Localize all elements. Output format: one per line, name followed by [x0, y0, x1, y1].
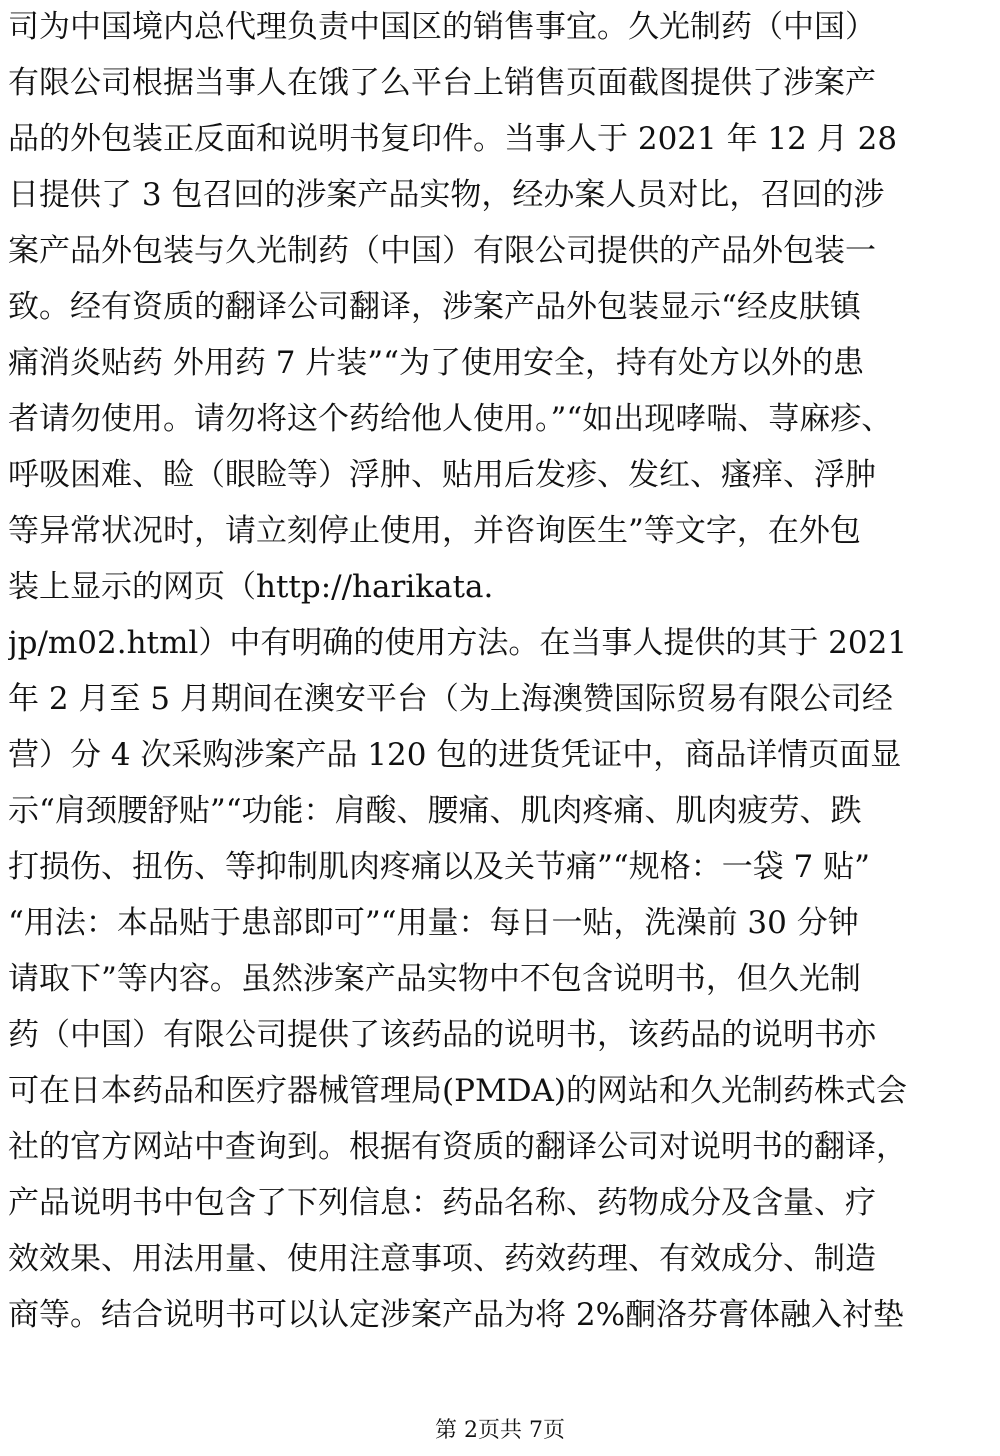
text-line: 等异常状况时，请立刻停止使用，并咨询医生”等文字，在外包	[8, 513, 861, 549]
text-line: 痛消炎贴药 外用药 7 片装”“为了使用安全，持有处方以外的患	[8, 345, 864, 381]
text-line: 致。经有资质的翻译公司翻译，涉案产品外包装显示“经皮肤镇	[8, 289, 861, 325]
text-line: 打损伤、扭伤、等抑制肌肉疼痛以及关节痛”“规格：一袋 7 贴”	[8, 849, 870, 885]
text-line: 可在日本药品和医疗器械管理局(PMDA)的网站和久光制药株式会	[8, 1073, 908, 1109]
text-line: 品的外包装正反面和说明书复印件。当事人于 2021 年 12 月 28	[8, 121, 898, 157]
page-number-footer: 第 2页共 7页	[435, 1418, 565, 1443]
text-line: 商等。结合说明书可以认定涉案产品为将 2%酮洛芬膏体融入衬垫	[8, 1297, 905, 1333]
text-line: “用法：本品贴于患部即可”“用量：每日一贴，洗澡前 30 分钟	[8, 905, 859, 941]
text-line: 效效果、用法用量、使用注意事项、药效药理、有效成分、制造	[8, 1241, 876, 1277]
text-line: 营）分 4 次采购涉案产品 120 包的进货凭证中，商品详情页面显	[8, 737, 902, 773]
text-line: 呼吸困难、睑（眼睑等）浮肿、贴用后发疹、发红、瘙痒、浮肿	[8, 457, 876, 493]
text-line: 案产品外包装与久光制药（中国）有限公司提供的产品外包装一	[8, 233, 876, 269]
text-line: 年 2 月至 5 月期间在澳安平台（为上海澳赞国际贸易有限公司经	[8, 681, 893, 717]
text-line: 社的官方网站中查询到。根据有资质的翻译公司对说明书的翻译，	[8, 1129, 907, 1165]
text-line: jp/m02.html）中有明确的使用方法。在当事人提供的其于 2021	[8, 625, 908, 661]
text-line: 药（中国）有限公司提供了该药品的说明书，该药品的说明书亦	[8, 1017, 876, 1053]
text-line: 请取下”等内容。虽然涉案产品实物中不包含说明书，但久光制	[8, 961, 861, 997]
text-line: 有限公司根据当事人在饿了么平台上销售页面截图提供了涉案产	[8, 65, 876, 101]
text-line: 装上显示的网页（http://harikata.	[8, 569, 494, 605]
text-line: 示“肩颈腰舒贴”“功能：肩酸、腰痛、肌肉疼痛、肌肉疲劳、跌	[8, 793, 862, 829]
text-line: 产品说明书中包含了下列信息：药品名称、药物成分及含量、疗	[8, 1185, 876, 1221]
text-line: 日提供了 3 包召回的涉案产品实物，经办案人员对比，召回的涉	[8, 177, 885, 213]
text-line: 者请勿使用。请勿将这个药给他人使用。”“如出现哮喘、荨麻疹、	[8, 401, 893, 437]
text-line: 司为中国境内总代理负责中国区的销售事宜。久光制药（中国）	[8, 9, 876, 45]
